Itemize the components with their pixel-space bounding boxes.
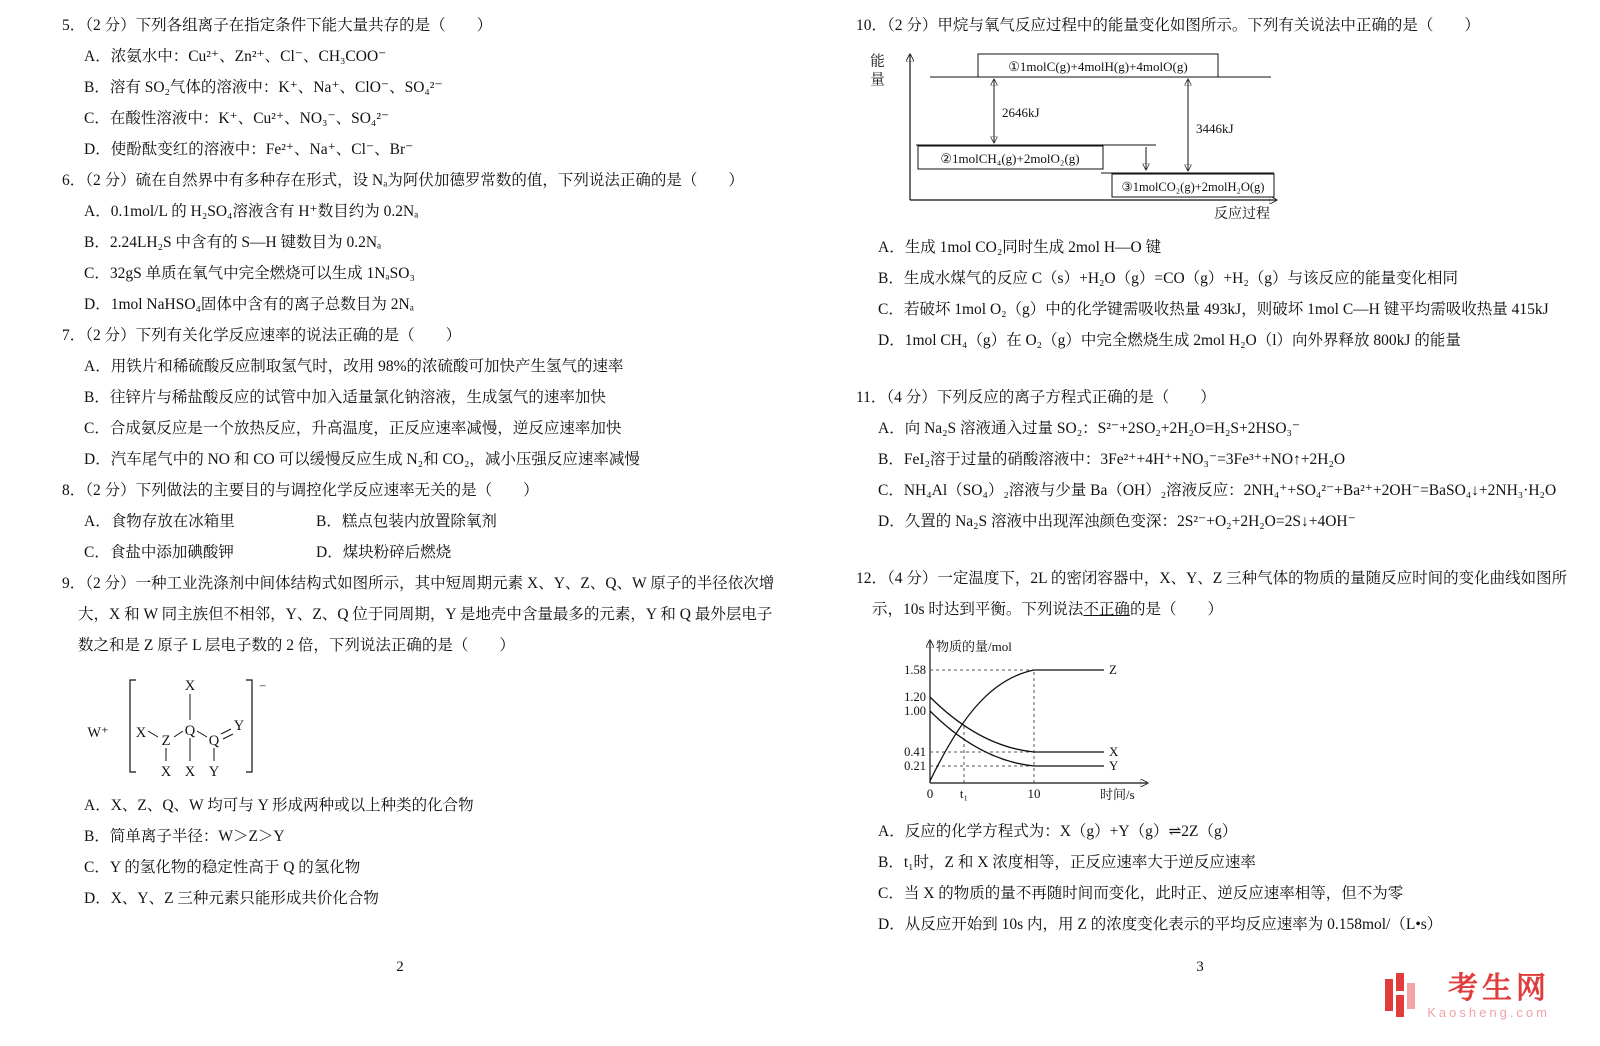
atom-q2: Q	[208, 733, 220, 749]
question-12-option-b: B．t₁时，Z 和 X 浓度相等，正反应速率大于逆反应速率	[878, 854, 1256, 871]
reaction-progress-label: 反应过程	[1214, 207, 1270, 222]
question-6-option-a: A．0.1mol/L 的 H₂SO₄溶液含有 H⁺数目约为 0.2Nₐ	[84, 203, 419, 220]
question-5-option-c: C．在酸性溶液中：K⁺、Cu²⁺、NO₃⁻、SO₄²⁻	[84, 110, 390, 127]
question-7-stem: 7．（2 分）下列有关化学反应速率的说法正确的是（ ）	[62, 327, 462, 344]
question-9-option-c: C．Y 的氢化物的稳定性高于 Q 的氢化物	[84, 859, 361, 876]
question-5-option-d: D．使酚酞变红的溶液中：Fe²⁺、Na⁺、Cl⁻、Br⁻	[84, 141, 414, 158]
question-8-stem: 8．（2 分）下列做法的主要目的与调控化学反应速率无关的是（ ）	[62, 482, 539, 499]
question-11-stem: 11．（4 分）下列反应的离子方程式正确的是（ ）	[856, 389, 1216, 406]
question-11-option-d: D．久置的 Na₂S 溶液中出现浑浊颜色变深：2S²⁻+O₂+2H₂O=2S↓+4OH⁻	[878, 513, 1356, 530]
question-5	[62, 10, 788, 165]
atom-z: Z	[161, 733, 171, 749]
question-9-stem-line2: 大，X 和 W 同主族但不相邻，Y、Z、Q 位于同周期，Y 是地壳中含量最多的元素，Y 和 Q 最外层电子	[78, 606, 773, 623]
dashed-guides	[930, 670, 1034, 783]
series-x-label: X	[1109, 744, 1119, 759]
question-10-option-b: B．生成水煤气的反应 C（s）+H₂O（g）=CO（g）+H₂（g）与该反应的能量变化相同	[878, 270, 1458, 287]
charge-label: −	[259, 679, 267, 693]
question-12-stem-line2	[856, 594, 1570, 625]
question-12-stem-line1: 12．（4 分）一定温度下，2L 的密闭容器中，X、Y、Z 三种气体的物质的量随反应时间的变化曲线如图所	[856, 570, 1568, 587]
question-6-option-d: D．1mol NaHSO₄固体中含有的离子总数目为 2Nₐ	[84, 296, 414, 313]
y-tick-1-20: 1.20	[904, 690, 926, 704]
question-9-stem-line3: 数之和是 Z 原子 L 层电子数的 2 倍，下列说法正确的是（ ）	[78, 637, 515, 654]
question-8-option-b: B．糕点包装内放置除氧剂	[316, 513, 497, 530]
question-5-option-b: B．溶有 SO₂气体的溶液中：K⁺、Na⁺、ClO⁻、SO₄²⁻	[84, 79, 443, 96]
question-12-option-c: C．当 X 的物质的量不再随时间而变化，此时正、逆反应速率相等，但不为零	[878, 885, 1404, 902]
y-tick-0-41: 0.41	[904, 745, 926, 759]
spacer	[856, 356, 1570, 382]
y-tick-1-00: 1.00	[904, 704, 926, 718]
kaosheng-watermark	[1385, 973, 1550, 1020]
energy-left-label: 2646kJ	[1002, 105, 1040, 120]
energy-axis-label: 能量	[868, 53, 884, 90]
question-8-options-ab	[62, 506, 788, 537]
y-tick-0-21: 0.21	[904, 759, 926, 773]
page-3	[800, 0, 1600, 1046]
bracket-right	[246, 680, 252, 772]
question-7-option-b: B．往锌片与稀盐酸反应的试管中加入适量氯化钠溶液，生成氢气的速率加快	[84, 389, 606, 406]
x-tick-0: 0	[926, 786, 934, 801]
question-6-stem: 6．（2 分）硫在自然界中有多种存在形式，设 Nₐ为阿伏加德罗常数的值，下列说法正确的是（ ）	[62, 172, 744, 189]
page-number-3: 3	[1196, 959, 1204, 975]
question-12-option-a: A．反应的化学方程式为：X（g）+Y（g）⇌2Z（g）	[878, 823, 1238, 840]
question-11-option-b: B．FeI₂溶于过量的硝酸溶液中：3Fe²⁺+4H⁺+NO₃⁻=3Fe³⁺+NO↑+2H₂O	[878, 451, 1346, 468]
x-tick-10: 10	[1027, 786, 1041, 801]
question-8-option-d: D．煤块粉碎后燃烧	[316, 544, 452, 561]
question-10	[856, 10, 1570, 356]
question-9-option-d: D．X、Y、Z 三种元素只能形成共价化合物	[84, 890, 379, 907]
atom-x-bottom2: X	[184, 764, 196, 780]
y-tick-1-58: 1.58	[904, 663, 926, 677]
stem-underlined-text: 不正确	[1083, 601, 1130, 618]
spacer	[856, 537, 1570, 563]
question-6	[62, 165, 788, 320]
question-9-stem-line1: 9．（2 分）一种工业洗涤剂中间体结构式如图所示，其中短周期元素 X、Y、Z、Q、W 原子的半径依次增	[62, 575, 775, 592]
question-9-option-a: A．X、Z、Q、W 均可与 Y 形成两种或以上种类的化合物	[84, 797, 474, 814]
energy-diagram-svg	[886, 45, 1286, 223]
question-11-option-a: A．向 Na₂S 溶液通入过量 SO₂：S²⁻+2SO₂+2H₂O=H₂S+2HSO₃⁻	[878, 420, 1301, 437]
question-6-option-b: B．2.24LH₂S 中含有的 S—H 键数目为 0.2Nₐ	[84, 234, 382, 251]
question-12-option-d: D．从反应开始到 10s 内，用 Z 的浓度变化表示的平均反应速率为 0.158mol/（L•s）	[878, 916, 1443, 933]
atom-q1: Q	[184, 723, 196, 739]
x-tick-t1: t₁	[959, 786, 969, 801]
question-10-energy-diagram	[866, 45, 1296, 228]
stem-text: 的是（ ）	[1129, 601, 1223, 618]
series-z-curve	[930, 670, 1104, 781]
level-top-label: ①1molC(g)+4molH(g)+4molO(g)	[1008, 59, 1188, 74]
question-10-option-d: D．1mol CH₄（g）在 O₂（g）中完全燃烧生成 2mol H₂O（l）向外界释放 800kJ 的能量	[878, 332, 1461, 349]
question-7-option-c: C．合成氨反应是一个放热反应，升高温度，正反应速率减慢，逆反应速率加快	[84, 420, 622, 437]
question-8-option-c: C．食盐中添加碘酸钾	[84, 544, 234, 561]
series-y-label: Y	[1109, 758, 1119, 773]
energy-right-label: 3446kJ	[1196, 121, 1234, 136]
kaosheng-logo-name: 考生网	[1448, 972, 1550, 1005]
kaosheng-logo-text	[1427, 973, 1550, 1020]
kaosheng-logo-domain: Kaosheng.com	[1427, 1005, 1550, 1020]
level-bottom-label: ③1molCO₂(g)+2molH₂O(g)	[1121, 180, 1265, 194]
structure-diagram	[78, 668, 278, 780]
question-7-option-d: D．汽车尾气中的 NO 和 CO 可以缓慢反应生成 N₂和 CO₂，减小压强反应速率减慢	[84, 451, 640, 468]
amount-time-chart-svg	[882, 631, 1167, 807]
question-10-stem: 10．（2 分）甲烷与氧气反应过程中的能量变化如图所示。下列有关说法中正确的是（ ）	[856, 17, 1480, 34]
question-11	[856, 382, 1570, 537]
question-10-option-c: C．若破坏 1mol O₂（g）中的化学键需吸收热量 493kJ，则破坏 1mol C—H 键平均需吸收热量 415kJ	[878, 301, 1549, 318]
atom-x-top: X	[184, 678, 196, 694]
question-7	[62, 320, 788, 475]
kaosheng-logo-icon	[1385, 973, 1417, 1017]
atom-y-right: Y	[233, 718, 245, 734]
series-z-label: Z	[1109, 662, 1117, 677]
series-x-curve	[930, 697, 1104, 752]
question-6-option-c: C．32gS 单质在氧气中完全燃烧可以生成 1NₐSO₃	[84, 265, 415, 282]
question-12-chart	[882, 631, 1570, 812]
atom-x-bottom1: X	[160, 764, 172, 780]
question-8-option-a: A．食物存放在冰箱里	[84, 513, 235, 530]
question-5-option-a: A．浓氨水中：Cu²⁺、Zn²⁺、Cl⁻、CH₃COO⁻	[84, 48, 387, 65]
page-number-2: 2	[396, 959, 404, 975]
question-5-stem: 5．（2 分）下列各组离子在指定条件下能大量共存的是（ ）	[62, 17, 493, 34]
question-11-option-c: C．NH₄Al（SO₄）₂溶液与少量 Ba（OH）₂溶液反应：2NH₄⁺+SO₄²⁻+Ba²⁺+2OH⁻=BaSO₄↓+2NH₃·H₂O	[878, 482, 1557, 499]
question-8	[62, 475, 788, 568]
level-mid-label: ②1molCH₄(g)+2molO₂(g)	[940, 151, 1080, 166]
cation-label: W⁺	[87, 725, 109, 741]
atom-y-bottom: Y	[208, 764, 220, 780]
question-9	[62, 568, 788, 914]
question-9-option-b: B．简单离子半径：W＞Z＞Y	[84, 828, 285, 845]
question-10-option-a: A．生成 1mol CO₂同时生成 2mol H—O 键	[878, 239, 1162, 256]
question-12	[856, 563, 1570, 940]
question-7-option-a: A．用铁片和稀硫酸反应制取氢气时，改用 98%的浓硫酸可加快产生氢气的速率	[84, 358, 624, 375]
y-axis-label: 物质的量/mol	[936, 639, 1012, 654]
question-9-structure-figure	[78, 668, 788, 785]
x-axis-label: 时间/s	[1100, 787, 1135, 802]
stem-text: 示，10s 时达到平衡。下列说法	[872, 601, 1084, 618]
atom-x1: X	[135, 725, 147, 741]
question-8-options-cd	[62, 537, 788, 568]
